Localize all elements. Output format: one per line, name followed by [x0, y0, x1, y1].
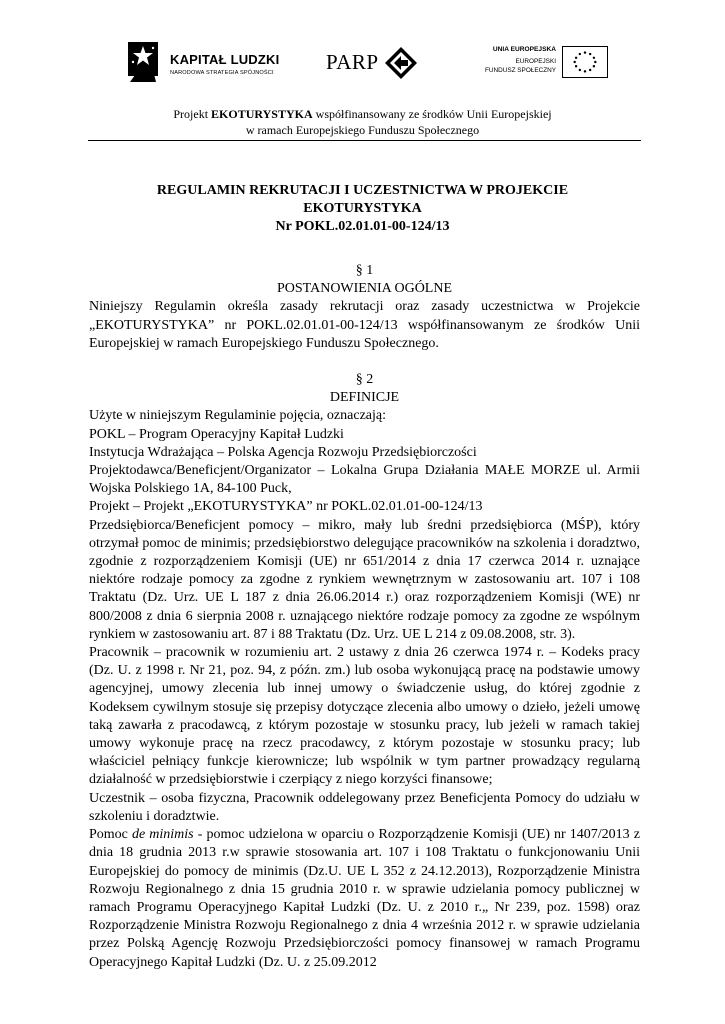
eu-fund-line2: FUNDUSZ SPOŁECZNY — [484, 67, 556, 74]
kapital-ludzki-title: KAPITAŁ LUDZKI — [170, 52, 280, 67]
document-title — [0, 182, 725, 236]
parp-arrows-icon — [384, 46, 418, 80]
section2-heading: DEFINICJE — [329, 390, 400, 406]
eu-fund-line1: EUROPEJSKI — [515, 58, 556, 65]
eu-flag-icon — [562, 46, 608, 78]
eu-logo — [468, 46, 608, 82]
project-note-prefix: Projekt — [173, 107, 212, 121]
definition-project-provider: Projektodawca/Beneficjent/Organizator – Lokalna Grupa Działania MAŁE MORZE ul. Armii Wojska Polskiego 1A, 84-100 Puck, — [89, 463, 640, 497]
section1-number: § 1 — [355, 263, 374, 278]
project-cofinancing-note — [0, 106, 725, 138]
eu-title: UNIA EUROPEJSKA — [492, 46, 556, 53]
header-divider — [88, 140, 641, 141]
definition-employee: Pracownik – pracownik w rozumieniu art. 2 ustawy z dnia 26 czerwca 1974 r. – Kodeks pracy (Dz. U. z 1998 r. Nr 21, poz. 94, z późn. zm.) lub osoba wykonującą pracę na podstawie umowy agencyjnej, umowy zlecenia lub innej umowy o świadczenie usług, do której zgodnie z Kodeksem cywilnym stosuje się przepisy dotyczące zlecenia albo umowy o dzieło, jeżeli umowę taką zawarła z pracodawcą, z którym pozostaje w stosunku pracy, lub jeżeli w ramach takiej umowy wykonuje pracę na rzecz pracodawcy, z którym pozostaje w stosunku pracy; lub właściciel pełniący funkcje kierownicze; lub wspólnik w tym partner prowadzący regularną działalność w przedsiębiorstwie i czerpiący z niego korzyści finansowe; — [89, 645, 640, 788]
de-minimis-prefix: Pomoc — [89, 827, 132, 843]
section1-text: Niniejszy Regulamin określa zasady rekrutacji oraz zasady uczestnictwa w Projekcie „EKOTURYSTYKA” nr POKL.02.01.01-00-124/13 współfinansowanym ze środków Unii Europejskiej w ramach Europejskiego Funduszu Społecznego. — [89, 299, 640, 351]
project-note-line1 — [0, 106, 725, 122]
definition-participant: Uczestnik – osoba fizyczna, Pracownik oddelegowany przez Beneficjenta Pomocy do udziału w szkoleniu i doradztwie. — [89, 790, 640, 824]
section1-heading: POSTANOWIENIA OGÓLNE — [276, 281, 453, 297]
de-minimis-text: - pomoc udzielona w oparciu o Rozporządzenie Komisji (UE) nr 1407/2013 z dnia 18 grudnia 2013 r.w sprawie stosowania art. 107 i 108 Traktatu o funkcjonowaniu Unii Europejskiej do pomocy de minimis (Dz.U. UE L 352 z 24.12.2013), Rozporządzenie Ministra Rozwoju Regionalnego z dnia 15 grudnia 2010 r. w sprawie udzielania pomocy publicznej w ramach Programu Operacyjnego Kapitał Ludzki (Dz. U. z 2010 r.„ Nr 239, poz. 1598) oraz Rozporządzenie Ministra Rozwoju Regionalnego z dnia 4 września 2012 r. w sprawie udzielania przez Polską Agencję Rozwoju Przedsiębiorczości pomocy finansowej w ramach Programu Operacyjnego Kapitał Ludzki (Dz. U. z 25.09.2012 — [89, 827, 640, 970]
de-minimis-term: de minimis — [131, 827, 194, 843]
parp-wordmark: PARP — [326, 50, 379, 74]
header-logos — [0, 38, 725, 94]
section2-number: § 2 — [355, 372, 374, 388]
document-title-line1: REGULAMIN REKRUTACJI I UCZESTNICTWA W PROJEKCIE — [156, 183, 569, 198]
document-body — [89, 262, 640, 972]
project-note-suffix: współfinansowany ze środków Unii Europejskiej — [312, 107, 552, 121]
document-title-line2: EKOTURYSTYKA — [303, 201, 422, 216]
kapital-ludzki-logo — [126, 40, 296, 86]
definition-implementing-institution: Instytucja Wdrażająca – Polska Agencja Rozwoju Przedsiębiorczości — [89, 444, 477, 460]
project-note-line2: w ramach Europejskiego Funduszu Społecznego — [245, 123, 480, 137]
definition-entrepreneur: Przedsiębiorca/Beneficjent pomocy – mikro, mały lub średni przedsiębiorca (MŚP), który otrzymał pomoc de minimis; przedsiębiorstwo delegujące pracowników na szkolenia i doradztwo, zgodnie z rozporządzeniem Komisji (UE) nr 651/2014 z dnia 17 czerwca 2014 r. uznające niektóre rodzaje pomocy za zgodne z rynkiem wewnętrznym w zastosowaniu art. 107 i 108 Traktatu (Dz. Urz. UE L 187 z dnia 26.06.2014 r.) oraz rozporządzeniem Komisji (WE) nr 800/2008 z dnia 6 sierpnia 2008 r. uznającego niektóre rodzaje pomocy za zgodne ze wspólnym rynkiem w zastosowaniu art. 87 i 88 Traktatu (Dz. Urz. UE L 214 z 09.08.2008, str. 3). — [89, 517, 640, 642]
definition-project: Projekt – Projekt „EKOTURYSTYKA” nr POKL.02.01.01-00-124/13 — [89, 499, 483, 515]
definition-pokl: POKL – Program Operacyjny Kapitał Ludzki — [89, 426, 344, 442]
definition-de-minimis — [89, 826, 640, 972]
kapital-ludzki-subtitle: NARODOWA STRATEGIA SPÓJNOŚCI — [170, 70, 274, 76]
section2-intro: Użyte w niniejszym Regulaminie pojęcia, oznaczają: — [89, 408, 386, 424]
project-name: EKOTURYSTYKA — [211, 107, 313, 121]
kapital-ludzki-emblem-icon — [126, 40, 160, 86]
document-title-line3: Nr POKL.02.01.01-00-124/13 — [275, 219, 450, 234]
